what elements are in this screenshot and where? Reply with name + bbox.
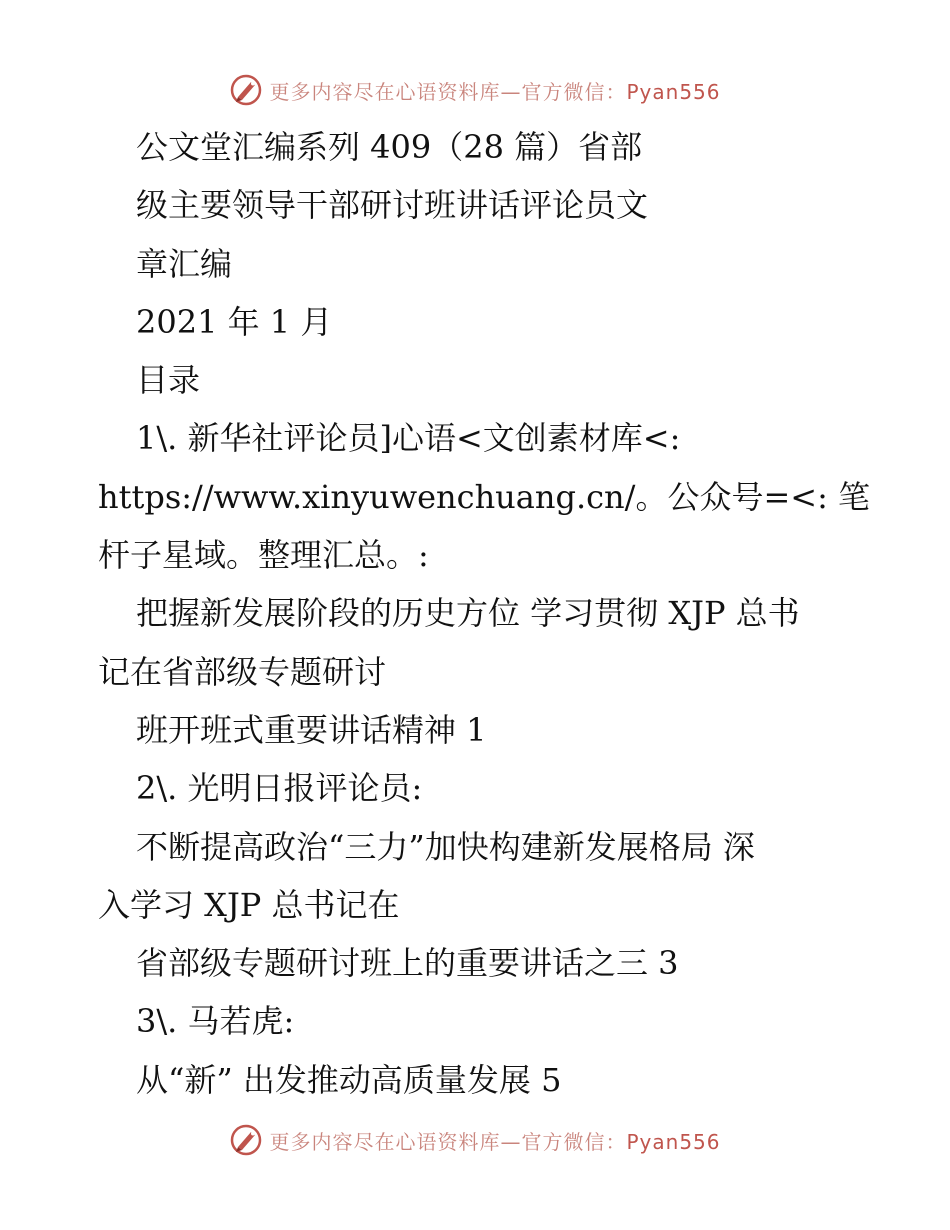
doc-line: 1\. 新华社评论员]心语<文创素材库<: xyxy=(136,419,681,458)
doc-line: 3\. 马若虎: xyxy=(136,1002,295,1041)
doc-line: 目录 xyxy=(136,361,201,400)
doc-line: 杆子星域。整理汇总。: xyxy=(98,536,429,575)
doc-line: 2\. 光明日报评论员: xyxy=(136,769,423,808)
doc-line: 记在省部级专题研讨 xyxy=(98,652,387,691)
doc-line: 公文堂汇编系列 409（28 篇）省部 xyxy=(136,128,643,166)
watermark-footer xyxy=(0,1120,950,1160)
watermark-main-text: 更多内容尽在心语资料库—官方微信： xyxy=(269,1129,627,1154)
document-body xyxy=(98,118,871,1109)
watermark-wechat-id: Pyan556 xyxy=(626,79,721,104)
doc-line: 从“新” 出发推动高质量发展 5 xyxy=(136,1060,562,1099)
doc-line: https://www.xinyuwenchuang.cn/。公众号=<: 笔 xyxy=(98,477,871,516)
pen-circle-logo-icon xyxy=(229,73,263,107)
doc-line: 省部级专题研讨班上的重要讲话之三 3 xyxy=(136,944,679,983)
doc-line: 章汇编 xyxy=(136,244,233,283)
watermark-wechat-id: Pyan556 xyxy=(626,1129,721,1154)
pen-circle-logo-icon xyxy=(229,1123,263,1157)
watermark-header xyxy=(0,70,950,110)
watermark-text xyxy=(269,1126,720,1155)
doc-line: 2021 年 1 月 xyxy=(136,302,333,341)
watermark-text xyxy=(269,76,720,105)
watermark-main-text: 更多内容尽在心语资料库—官方微信： xyxy=(269,79,627,104)
doc-line: 入学习 XJP 总书记在 xyxy=(98,885,400,924)
doc-line: 班开班式重要讲话精神 1 xyxy=(136,710,487,749)
doc-line: 级主要领导干部研讨班讲话评论员文 xyxy=(136,186,649,225)
doc-line: 不断提高政治“三力”加快构建新发展格局 深 xyxy=(136,827,755,866)
doc-line: 把握新发展阶段的历史方位 学习贯彻 XJP 总书 xyxy=(136,594,800,633)
